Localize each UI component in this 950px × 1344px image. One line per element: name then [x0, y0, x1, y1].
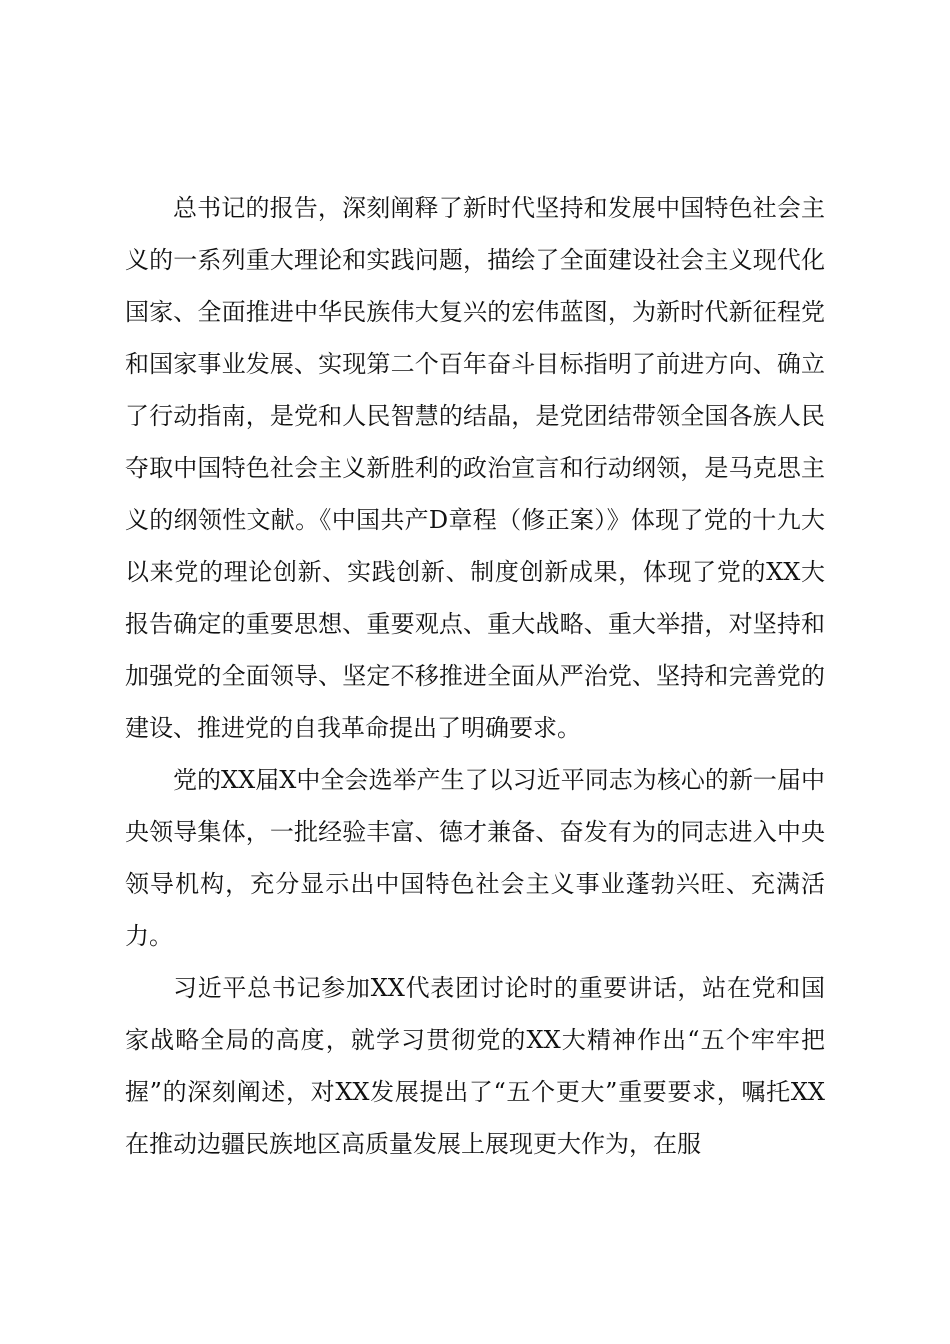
paragraph-3: 习近平总书记参加XX代表团讨论时的重要讲话，站在党和国家战略全局的高度，就学习贯彻党的XX大精神作出“五个牢牢把握”的深刻阐述，对XX发展提出了“五个更大”重要要求，嘱托XX在推动边疆民族地区高质量发展上展现更大作为，在服 — [125, 974, 825, 1158]
paragraph-1: 总书记的报告，深刻阐释了新时代坚持和发展中国特色社会主义的一系列重大理论和实践问题，描绘了全面建设社会主义现代化国家、全面推进中华民族伟大复兴的宏伟蓝图，为新时代新征程党和国家事业发展、实现第二个百年奋斗目标指明了前进方向、确立了行动指南，是党和人民智慧的结晶，是党团结带领全国各族人民夺取中国特色社会主义新胜利的政治宣言和行动纲领，是马克思主义的纲领性文献。《中国共产D章程（修正案）》体现了党的十九大以来党的理论创新、实践创新、制度创新成果，体现了党的XX大报告确定的重要思想、重要观点、重大战略、重大举措，对坚持和加强党的全面领导、坚定不移推进全面从严治党、坚持和完善党的建设、推进党的自我革命提出了明确要求。 — [125, 194, 825, 742]
paragraph-2: 党的XX届X中全会选举产生了以习近平同志为核心的新一届中央领导集体，一批经验丰富、德才兼备、奋发有为的同志进入中央领导机构，充分显示出中国特色社会主义事业蓬勃兴旺、充满活力。 — [125, 766, 825, 950]
document-body — [125, 182, 825, 1170]
